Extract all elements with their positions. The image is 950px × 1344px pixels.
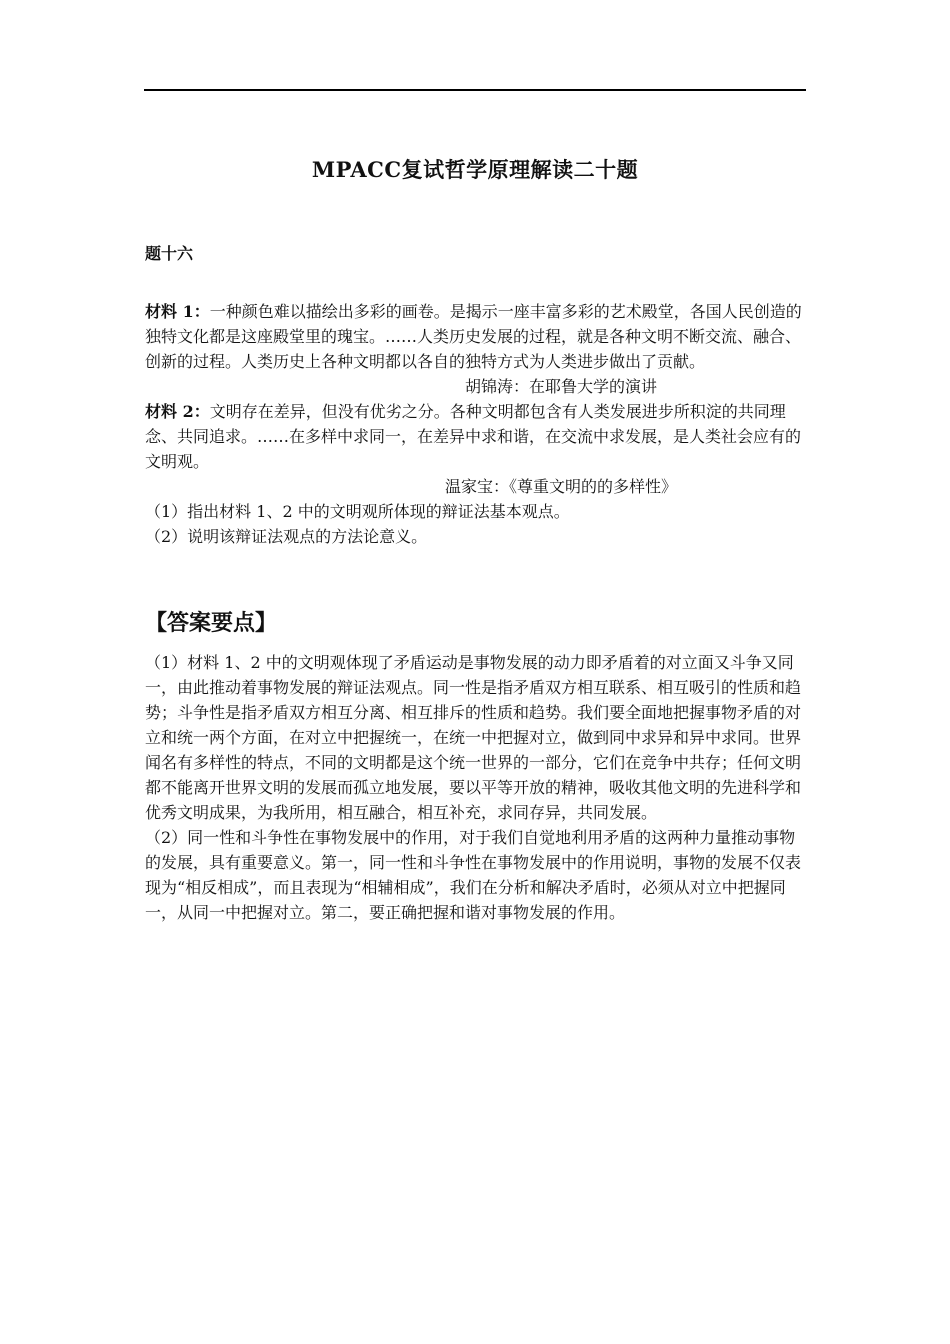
material1-paragraph xyxy=(145,299,807,374)
material2-source: 温家宝：《尊重文明的的多样性》 xyxy=(444,477,677,496)
material1-source: 胡锦涛：在耶鲁大学的演讲 xyxy=(464,377,657,396)
material2-text: 文明存在差异，但没有优劣之分。各种文明都包含有人类发展进步所积淀的共同理念、共同追求。……在多样中求同一，在差异中求和谐，在交流中求发展，是人类社会应有的文明观。 xyxy=(145,402,802,471)
page-title: MPACC复试哲学原理解读二十题 xyxy=(311,157,639,182)
material2-paragraph xyxy=(145,399,807,474)
material2-label: 材料 2： xyxy=(145,402,210,421)
answer-2: （2）同一性和斗争性在事物发展中的作用，对于我们自觉地利用矛盾的这两种力量推动事物的发展，具有重要意义。第一，同一性和斗争性在事物发展中的作用说明，事物的发展不仅表现为“相反相成”，而且表现为“相辅相成”，我们在分析和解决矛盾时，必须从对立中把握同一，从同一中把握对立。第二，要正确把握和谐对事物发展的作用。 xyxy=(145,828,802,922)
answer-1: （1）材料 1、2 中的文明观体现了矛盾运动是事物发展的动力即矛盾着的对立面又斗争又同一，由此推动着事物发展的辩证法观点。同一性是指矛盾双方相互联系、相互吸引的性质和趋势；斗争性是指矛盾双方相互分离、相互排斥的性质和趋势。我们要全面地把握事物矛盾的对立和统一两个方面，在对立中把握统一，在统一中把握对立，做到同中求异和异中求同。世界闻名有多样性的特点，不同的文明都是这个统一世界的一部分，它们在竞争中共存；任何文明都不能离开世界文明的发展而孤立地发展，要以平等开放的精神，吸收其他文明的先进科学和优秀文明成果，为我所用，相互融合，相互补充，求同存异，共同发展。 xyxy=(145,653,802,822)
answers-block xyxy=(145,650,807,925)
question-2: （2）说明该辩证法观点的方法论意义。 xyxy=(145,527,428,546)
question-1: （1）指出材料 1、2 中的文明观所体现的辩证法基本观点。 xyxy=(145,502,570,521)
material1-label: 材料 1： xyxy=(145,302,210,321)
answers-heading: 【答案要点】 xyxy=(145,611,278,636)
materials-block xyxy=(145,299,807,549)
header-rule xyxy=(144,89,806,91)
material1-text: 一种颜色难以描绘出多彩的画卷。是揭示一座丰富多彩的艺术殿堂，各国人民创造的独特文化都是这座殿堂里的瑰宝。……人类历史发展的过程，就是各种文明不断交流、融合、创新的过程。人类历史上各种文明都以各自的独特方式为人类进步做出了贡献。 xyxy=(145,302,802,371)
section-label: 题十六 xyxy=(145,244,194,263)
